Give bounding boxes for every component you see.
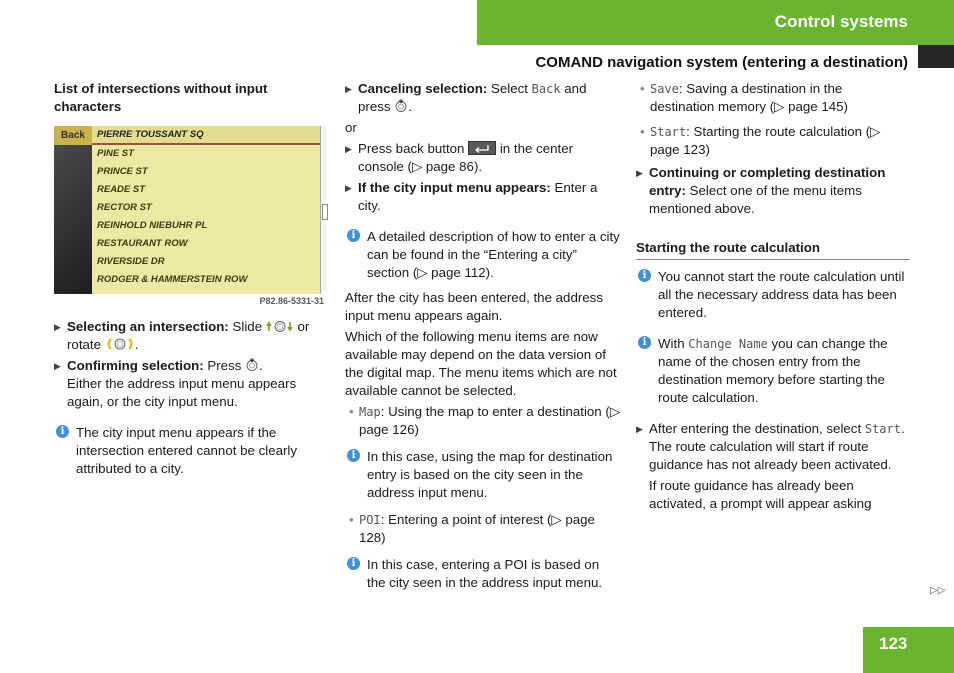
list-item: PRINCE ST [97,166,148,177]
step-press-back [345,140,621,176]
list-item: REINHOLD NIEBUHR PL [97,220,208,231]
info-text: In this case, using the map for destination entry is based on the city seen in the address input menu. [367,449,613,500]
bullet-map [345,403,621,439]
step-label: Confirming selection: [67,358,204,373]
step-text: in the center console (▷ page 86). [358,141,574,174]
map-pane [54,145,92,294]
step-text: Press [203,358,246,373]
list-item: PIERRE TOUSSANT SQ [92,126,320,145]
step-text: Slide [228,319,266,334]
step-label: Continuing or completing destination entry: [649,165,886,198]
press-controller-icon [394,99,408,113]
slide-controller-icon [266,320,294,333]
menu-code-save: Save [650,82,679,96]
menu-code-back: Back [531,82,561,96]
menu-code-map: Map [359,405,381,419]
menu-code-change-name: Change Name [688,337,768,351]
step-continue-entry [636,164,910,218]
step-text: After entering the destination, select [649,421,865,436]
step-note: If route guidance has already been activated, a prompt will appear asking [649,478,872,511]
page-number: 123 [879,634,908,653]
menu-code-start: Start [650,125,687,139]
bullet-dot: • [349,404,354,419]
step-label: Selecting an intersection: [67,319,229,334]
back-button-icon [468,141,496,155]
list-item: RODGER & HAMMERSTEIN ROW [97,274,248,285]
menu-code-start: Start [864,422,901,436]
intersection-list-screenshot [54,126,326,306]
or-text: or [345,120,357,135]
info-text: You cannot start the route calculation until all the necessary address data has been entered. [658,269,905,320]
intersections-heading: List of intersections without input characters [54,81,268,114]
section-title: Control systems [774,12,908,31]
back-button: Back [54,126,92,145]
list-item: RECTOR ST [97,202,152,213]
bullet-text: : Using the map to enter a destination (▷ page 126) [359,404,621,437]
list-item: RIVERSIDE DR [97,256,165,267]
section-header [477,0,954,45]
column-2 [345,80,621,595]
step-confirm-selection: ▶ Confirming selection: Press . Either the address input menu appears again, or the city input menu. [54,357,326,411]
step-arrow-icon: ▶ [345,84,352,94]
info-icon: i [347,557,360,570]
step-text: or rotate [67,319,310,352]
scrollbar-thumb [322,204,328,220]
info-note [345,228,621,282]
intersection-list [92,126,320,294]
bullet-text: : Starting the route calculation (▷ page 123) [650,124,881,157]
step-arrow-icon: ▶ [636,168,643,178]
info-icon: i [347,449,360,462]
step-city-input [345,179,621,215]
column-3 [636,80,910,516]
bullet-dot: • [640,124,645,139]
bullet-text: : Saving a destination in the destination memory (▷ page 145) [650,81,848,114]
info-icon: i [638,269,651,282]
step-arrow-icon: ▶ [345,144,352,154]
bullet-start [636,123,910,159]
column-1 [54,80,326,481]
section-tab [918,45,954,68]
step-text: Select one of the menu items mentioned above. [649,183,862,216]
press-controller-icon [245,358,259,372]
continued-arrow-icon: ▷▷ [930,585,946,596]
info-text: A detailed description of how to enter a city can be found in the “Entering a city” section (▷ page 112). [367,229,620,280]
step-text: Select [487,81,532,96]
info-note [54,424,326,478]
step-arrow-icon: ▶ [54,322,61,332]
step-note: The route calculation will start if route guidance has not already been activated. [649,439,892,472]
list-item: READE ST [97,184,146,195]
bullet-dot: • [349,512,354,527]
list-item: PINE ST [97,148,134,159]
step-cancel-selection: ▶ Canceling selection: Select Back and press . [345,81,587,114]
bullet-dot: • [640,81,645,96]
page-number-box [863,627,954,673]
step-note: Either the address input menu appears again, or the city input menu. [67,376,297,409]
step-arrow-icon: ▶ [54,361,61,371]
info-note [636,268,910,322]
info-text: With [658,336,689,351]
step-text: and press [358,81,587,114]
figure-reference: P82.86-5331-31 [259,296,324,306]
bullet-poi [345,511,621,547]
rotate-controller-icon [105,337,135,351]
info-text: The city input menu appears if the intersection entered cannot be clearly attributed to a city. [76,425,298,476]
scrollbar [320,126,327,294]
info-icon: i [56,425,69,438]
list-item: RESTAURANT ROW [97,238,188,249]
bullet-text: : Entering a point of interest (▷ page 128) [359,512,595,545]
info-note [636,335,910,407]
step-select-intersection: ▶ Selecting an intersection: Slide or rotate . [54,319,310,352]
step-arrow-icon: ▶ [345,183,352,193]
section-heading: Starting the route calculation [636,239,910,260]
info-text: you can change the name of the chosen entry from the destination memory before starting the route calculation. [658,336,888,405]
paragraph: Which of the following menu items are now available may depend on the data version of the digital map. The menu items which are not available cannot be selected. [345,329,617,398]
step-label: Canceling selection: [358,81,488,96]
step-text: Enter a city. [358,180,598,213]
step-text: Press back button [358,141,469,156]
menu-code-poi: POI [359,513,381,527]
info-text: In this case, entering a POI is based on the city seen in the address input menu. [367,557,603,590]
info-note [345,448,621,502]
paragraph: After the city has been entered, the address input menu appears again. [345,290,603,323]
step-arrow-icon: ▶ [636,424,643,434]
subsection-title: COMAND navigation system (entering a destination) [535,54,908,71]
bullet-save [636,80,910,116]
info-note [345,556,621,592]
info-icon: i [638,336,651,349]
info-icon: i [347,229,360,242]
step-label: If the city input menu appears: [358,180,551,195]
step-select-start: ▶ After entering the destination, select Start. The route calculation will start if route guidance has not already been activated. If route guidance has already been activated, a prompt will appear asking [636,420,910,513]
